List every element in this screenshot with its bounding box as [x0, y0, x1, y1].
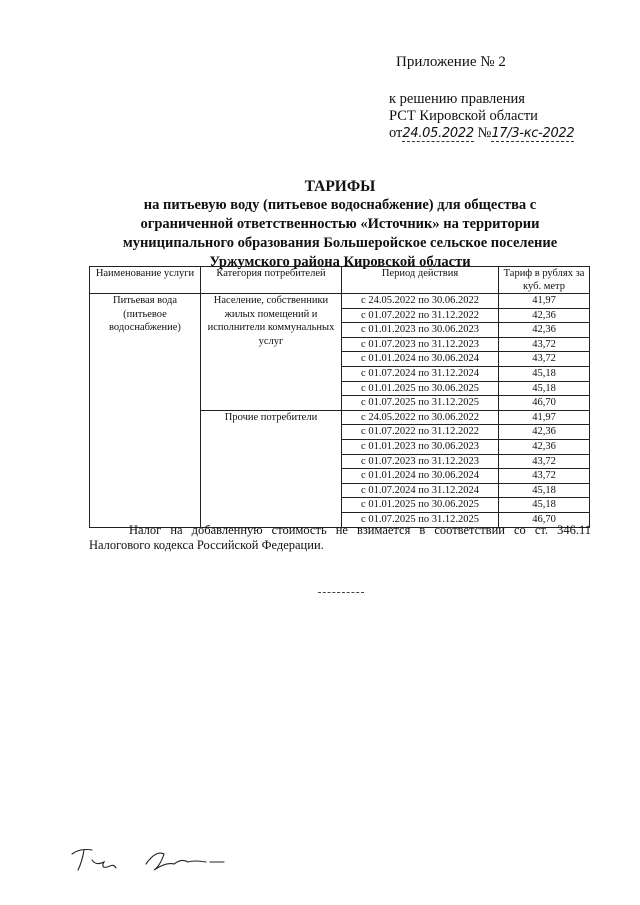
period-cell: с 01.07.2022 по 31.12.2022 — [342, 308, 499, 323]
period-cell: с 24.05.2022 по 30.06.2022 — [342, 294, 499, 309]
decision-number: 17/3-кс-2022 — [491, 126, 575, 141]
period-cell: с 01.07.2023 по 31.12.2023 — [342, 337, 499, 352]
tariff-cell: 43,72 — [499, 454, 590, 469]
category-cell: Население, собственники жилых помещений и исполнители коммунальных услуг — [201, 294, 342, 411]
subtitle-line-4: Уржумского района Кировской области — [209, 254, 471, 270]
vat-note-line-1: Налог на добавленную стоимость не взимается в соответствии со ст. 346.11 — [129, 523, 591, 537]
period-cell: с 01.01.2023 по 30.06.2023 — [342, 439, 499, 454]
subtitle-line-2: ограниченной ответственностью «Источник» на территории — [140, 216, 540, 232]
tariff-cell: 43,72 — [499, 337, 590, 352]
tariff-cell: 43,72 — [499, 469, 590, 484]
tariff-cell: 42,36 — [499, 439, 590, 454]
tariff-cell: 42,36 — [499, 308, 590, 323]
handwritten-signature-icon — [70, 840, 230, 880]
document-subtitle — [60, 196, 620, 272]
decision-prefix: от — [389, 125, 403, 141]
period-cell: с 01.01.2024 по 30.06.2024 — [342, 469, 499, 484]
tariff-cell: 45,18 — [499, 366, 590, 381]
tariff-cell: 45,18 — [499, 483, 590, 498]
subtitle-line-3: муниципального образования Большеройское сельское поселение — [122, 235, 558, 251]
period-cell: с 01.07.2024 по 31.12.2024 — [342, 366, 499, 381]
tariff-cell: 41,97 — [499, 294, 590, 309]
tariff-cell: 46,70 — [499, 396, 590, 411]
period-cell: с 01.07.2025 по 31.12.2025 — [342, 512, 499, 527]
table-header-row — [90, 267, 590, 294]
period-cell: с 01.07.2023 по 31.12.2023 — [342, 454, 499, 469]
tariff-cell: 46,70 — [499, 512, 590, 527]
tariff-cell: 45,18 — [499, 498, 590, 513]
decision-reference — [389, 91, 574, 142]
service-name-cell: Питьевая вода (питьевое водоснабжение) — [90, 294, 201, 528]
tariff-cell: 43,72 — [499, 352, 590, 367]
period-cell: с 01.01.2025 по 30.06.2025 — [342, 381, 499, 396]
tariff-cell: 41,97 — [499, 410, 590, 425]
tariff-table — [89, 266, 590, 528]
decision-date: 24.05.2022 — [402, 126, 474, 141]
tariff-cell: 42,36 — [499, 323, 590, 338]
period-cell: с 01.07.2025 по 31.12.2025 — [342, 396, 499, 411]
decision-line-1: к решению правления — [389, 91, 525, 107]
header-period: Период действия — [342, 267, 499, 294]
period-cell: с 01.07.2022 по 31.12.2022 — [342, 425, 499, 440]
header-category: Категория потребителей — [201, 267, 342, 294]
period-cell: с 01.07.2024 по 31.12.2024 — [342, 483, 499, 498]
table-row — [90, 294, 590, 309]
appendix-label: Приложение № 2 — [396, 54, 506, 70]
decision-line-2: РСТ Кировской области — [389, 108, 538, 124]
period-cell: с 01.01.2024 по 30.06.2024 — [342, 352, 499, 367]
period-cell: с 01.01.2025 по 30.06.2025 — [342, 498, 499, 513]
header-service: Наименование услуги — [90, 267, 201, 294]
period-cell: с 01.01.2023 по 30.06.2023 — [342, 323, 499, 338]
subtitle-line-1: на питьевую воду (питьевое водоснабжение) для общества с — [143, 197, 537, 213]
tariff-cell: 45,18 — [499, 381, 590, 396]
vat-note-line-2: Налогового кодекса Российской Федерации. — [89, 538, 324, 552]
decision-line-3 — [389, 125, 574, 142]
divider-line — [318, 592, 364, 593]
document-title: ТАРИФЫ — [304, 178, 376, 195]
decision-number-sign: № — [477, 125, 492, 141]
period-cell: с 24.05.2022 по 30.06.2022 — [342, 410, 499, 425]
header-tariff: Тариф в рублях за куб. метр — [499, 267, 590, 294]
category-cell: Прочие потребители — [201, 410, 342, 527]
tariff-cell: 42,36 — [499, 425, 590, 440]
vat-note — [89, 523, 591, 553]
